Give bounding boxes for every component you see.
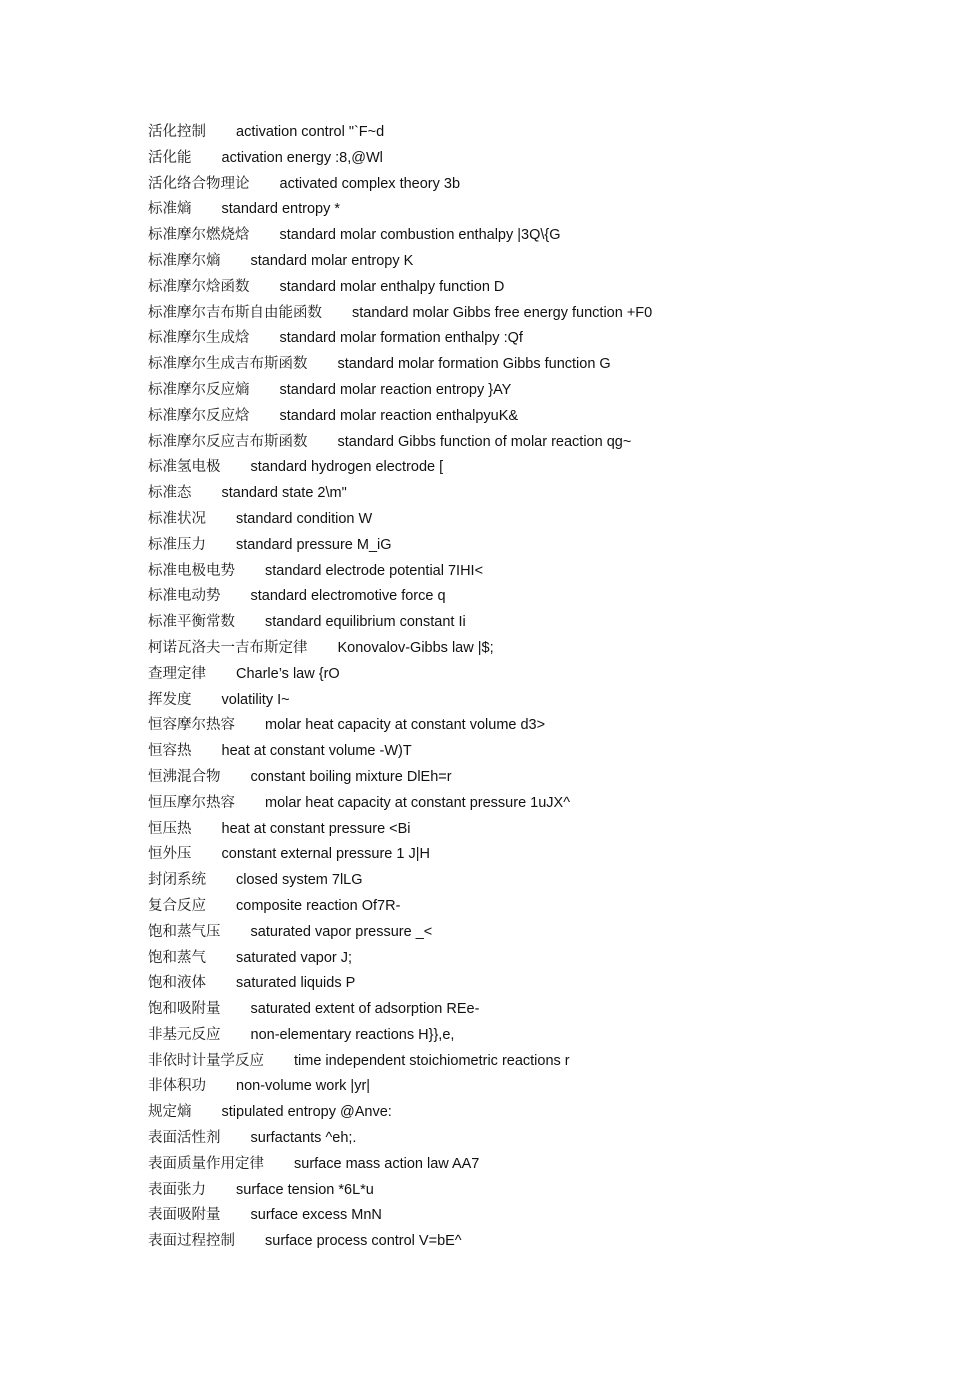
glossary-entry — [148, 971, 948, 997]
chinese-term: 标准摩尔反应熵 — [148, 381, 250, 398]
chinese-term: 标准状况 — [148, 510, 206, 527]
english-term: saturated vapor pressure _< — [250, 923, 433, 940]
english-term: standard hydrogen electrode [ — [250, 459, 444, 476]
glossary-entry — [148, 688, 948, 714]
glossary-entry — [148, 533, 948, 559]
chinese-term: 挥发度 — [148, 691, 192, 708]
glossary-entry — [148, 636, 948, 662]
chinese-term: 活化络合物理论 — [148, 175, 250, 192]
glossary-entry — [148, 791, 948, 817]
english-term: standard molar entropy K — [250, 252, 414, 269]
english-term: saturated liquids P — [236, 975, 356, 992]
glossary-entry — [148, 455, 948, 481]
glossary-entry — [148, 868, 948, 894]
glossary-entry — [148, 1178, 948, 1204]
glossary-entry — [148, 610, 948, 636]
english-term: heat at constant volume -W)T — [221, 743, 412, 760]
glossary-entry — [148, 326, 948, 352]
chinese-term: 标准电极电势 — [148, 562, 235, 579]
english-term: standard pressure M_iG — [236, 536, 392, 553]
glossary-entry — [148, 946, 948, 972]
glossary-entry — [148, 739, 948, 765]
glossary-entry — [148, 997, 948, 1023]
glossary-entry — [148, 1049, 948, 1075]
english-term: saturated extent of adsorption REe- — [250, 1001, 480, 1018]
english-term: standard equilibrium constant Ii — [265, 614, 466, 631]
glossary-entry — [148, 1100, 948, 1126]
chinese-term: 非依时计量学反应 — [148, 1052, 264, 1069]
glossary-entry — [148, 1074, 948, 1100]
chinese-term: 饱和液体 — [148, 975, 206, 992]
glossary-entry — [148, 559, 948, 585]
english-term: molar heat capacity at constant volume d3> — [265, 717, 546, 734]
chinese-term: 饱和蒸气压 — [148, 923, 221, 940]
glossary-entry — [148, 404, 948, 430]
chinese-term: 恒容热 — [148, 743, 192, 760]
english-term: time independent stoichiometric reactions r — [294, 1052, 570, 1069]
chinese-term: 恒压摩尔热容 — [148, 794, 235, 811]
chinese-term: 标准压力 — [148, 536, 206, 553]
chinese-term: 恒压热 — [148, 820, 192, 837]
glossary-entry — [148, 662, 948, 688]
english-term: constant boiling mixture DlEh=r — [250, 768, 452, 785]
chinese-term: 标准氢电极 — [148, 459, 221, 476]
english-term: surface process control V=bE^ — [265, 1233, 462, 1250]
english-term: constant external pressure 1 J|H — [221, 846, 430, 863]
glossary-entry — [148, 507, 948, 533]
english-term: surface excess MnN — [250, 1207, 382, 1224]
english-term: volatility I~ — [221, 691, 290, 708]
glossary-entry — [148, 120, 948, 146]
english-term: standard electromotive force q — [250, 588, 446, 605]
english-term: Charle’s law {rO — [236, 665, 340, 682]
english-term: molar heat capacity at constant pressure 1uJX^ — [265, 794, 571, 811]
glossary-entry — [148, 817, 948, 843]
glossary-entry — [148, 378, 948, 404]
chinese-term: 标准摩尔生成焓 — [148, 330, 250, 347]
glossary-entry — [148, 275, 948, 301]
chinese-term: 标准摩尔熵 — [148, 252, 221, 269]
glossary-entry — [148, 894, 948, 920]
english-term: Konovalov-Gibbs law |$; — [337, 639, 494, 656]
glossary-list — [148, 120, 948, 1255]
chinese-term: 查理定律 — [148, 665, 206, 682]
glossary-entry — [148, 1023, 948, 1049]
english-term: standard molar formation enthalpy :Qf — [279, 330, 523, 347]
english-term: stipulated entropy @Anve: — [221, 1104, 392, 1121]
english-term: standard molar combustion enthalpy |3Q\{G — [279, 227, 561, 244]
chinese-term: 标准摩尔生成吉布斯函数 — [148, 356, 308, 373]
english-term: heat at constant pressure <Bi — [221, 820, 411, 837]
chinese-term: 标准电动势 — [148, 588, 221, 605]
glossary-entry — [148, 301, 948, 327]
chinese-term: 饱和蒸气 — [148, 949, 206, 966]
english-term: composite reaction Of7R- — [236, 897, 401, 914]
english-term: closed system 7lLG — [236, 872, 363, 889]
english-term: standard entropy * — [221, 201, 340, 218]
english-term: standard molar Gibbs free energy function +F0 — [352, 304, 653, 321]
glossary-entry — [148, 146, 948, 172]
glossary-entry — [148, 172, 948, 198]
glossary-entry — [148, 842, 948, 868]
english-term: surface mass action law AA7 — [294, 1155, 480, 1172]
english-term: standard molar enthalpy function D — [279, 278, 505, 295]
chinese-term: 非体积功 — [148, 1078, 206, 1095]
chinese-term: 复合反应 — [148, 897, 206, 914]
glossary-entry — [148, 223, 948, 249]
chinese-term: 表面张力 — [148, 1181, 206, 1198]
chinese-term: 表面过程控制 — [148, 1233, 235, 1250]
english-term: non-volume work |yr| — [236, 1078, 371, 1095]
chinese-term: 标准摩尔吉布斯自由能函数 — [148, 304, 322, 321]
chinese-term: 标准熵 — [148, 201, 192, 218]
english-term: standard molar reaction entropy }AY — [279, 381, 512, 398]
chinese-term: 规定熵 — [148, 1104, 192, 1121]
english-term: activation control "`F~d — [236, 124, 385, 140]
english-term: standard molar reaction enthalpyuK& — [279, 407, 519, 424]
chinese-term: 表面质量作用定律 — [148, 1155, 264, 1172]
chinese-term: 表面吸附量 — [148, 1207, 221, 1224]
glossary-entry — [148, 713, 948, 739]
chinese-term: 标准态 — [148, 485, 192, 502]
glossary-entry — [148, 1152, 948, 1178]
chinese-term: 恒外压 — [148, 846, 192, 863]
glossary-entry — [148, 481, 948, 507]
chinese-term: 柯诺瓦洛夫一吉布斯定律 — [148, 639, 308, 656]
chinese-term: 饱和吸附量 — [148, 1001, 221, 1018]
glossary-entry — [148, 352, 948, 378]
chinese-term: 标准摩尔反应焓 — [148, 407, 250, 424]
glossary-entry — [148, 765, 948, 791]
chinese-term: 封闭系统 — [148, 872, 206, 889]
glossary-entry — [148, 1203, 948, 1229]
chinese-term: 标准平衡常数 — [148, 614, 235, 631]
chinese-term: 活化控制 — [148, 124, 206, 140]
english-term: standard molar formation Gibbs function G — [337, 356, 611, 373]
english-term: standard state 2\m" — [221, 485, 347, 502]
english-term: activated complex theory 3b — [279, 175, 461, 192]
english-term: surfactants ^eh;. — [250, 1130, 357, 1147]
english-term: non-elementary reactions H}},e, — [250, 1026, 455, 1043]
glossary-entry — [148, 249, 948, 275]
chinese-term: 恒沸混合物 — [148, 768, 221, 785]
english-term: activation energy :8,@Wl — [221, 149, 383, 166]
glossary-entry — [148, 430, 948, 456]
chinese-term: 标准摩尔燃烧焓 — [148, 227, 250, 244]
glossary-entry — [148, 197, 948, 223]
english-term: standard Gibbs function of molar reaction qg~ — [337, 433, 632, 450]
glossary-entry — [148, 584, 948, 610]
chinese-term: 标准摩尔焓函数 — [148, 278, 250, 295]
english-term: standard condition W — [236, 510, 373, 527]
english-term: saturated vapor J; — [236, 949, 353, 966]
glossary-entry — [148, 920, 948, 946]
chinese-term: 标准摩尔反应吉布斯函数 — [148, 433, 308, 450]
glossary-entry — [148, 1126, 948, 1152]
english-term: surface tension *6L*u — [236, 1181, 374, 1198]
english-term: standard electrode potential 7IHI< — [265, 562, 484, 579]
chinese-term: 恒容摩尔热容 — [148, 717, 235, 734]
chinese-term: 表面活性剂 — [148, 1130, 221, 1147]
chinese-term: 非基元反应 — [148, 1026, 221, 1043]
chinese-term: 活化能 — [148, 149, 192, 166]
glossary-entry — [148, 1229, 948, 1255]
